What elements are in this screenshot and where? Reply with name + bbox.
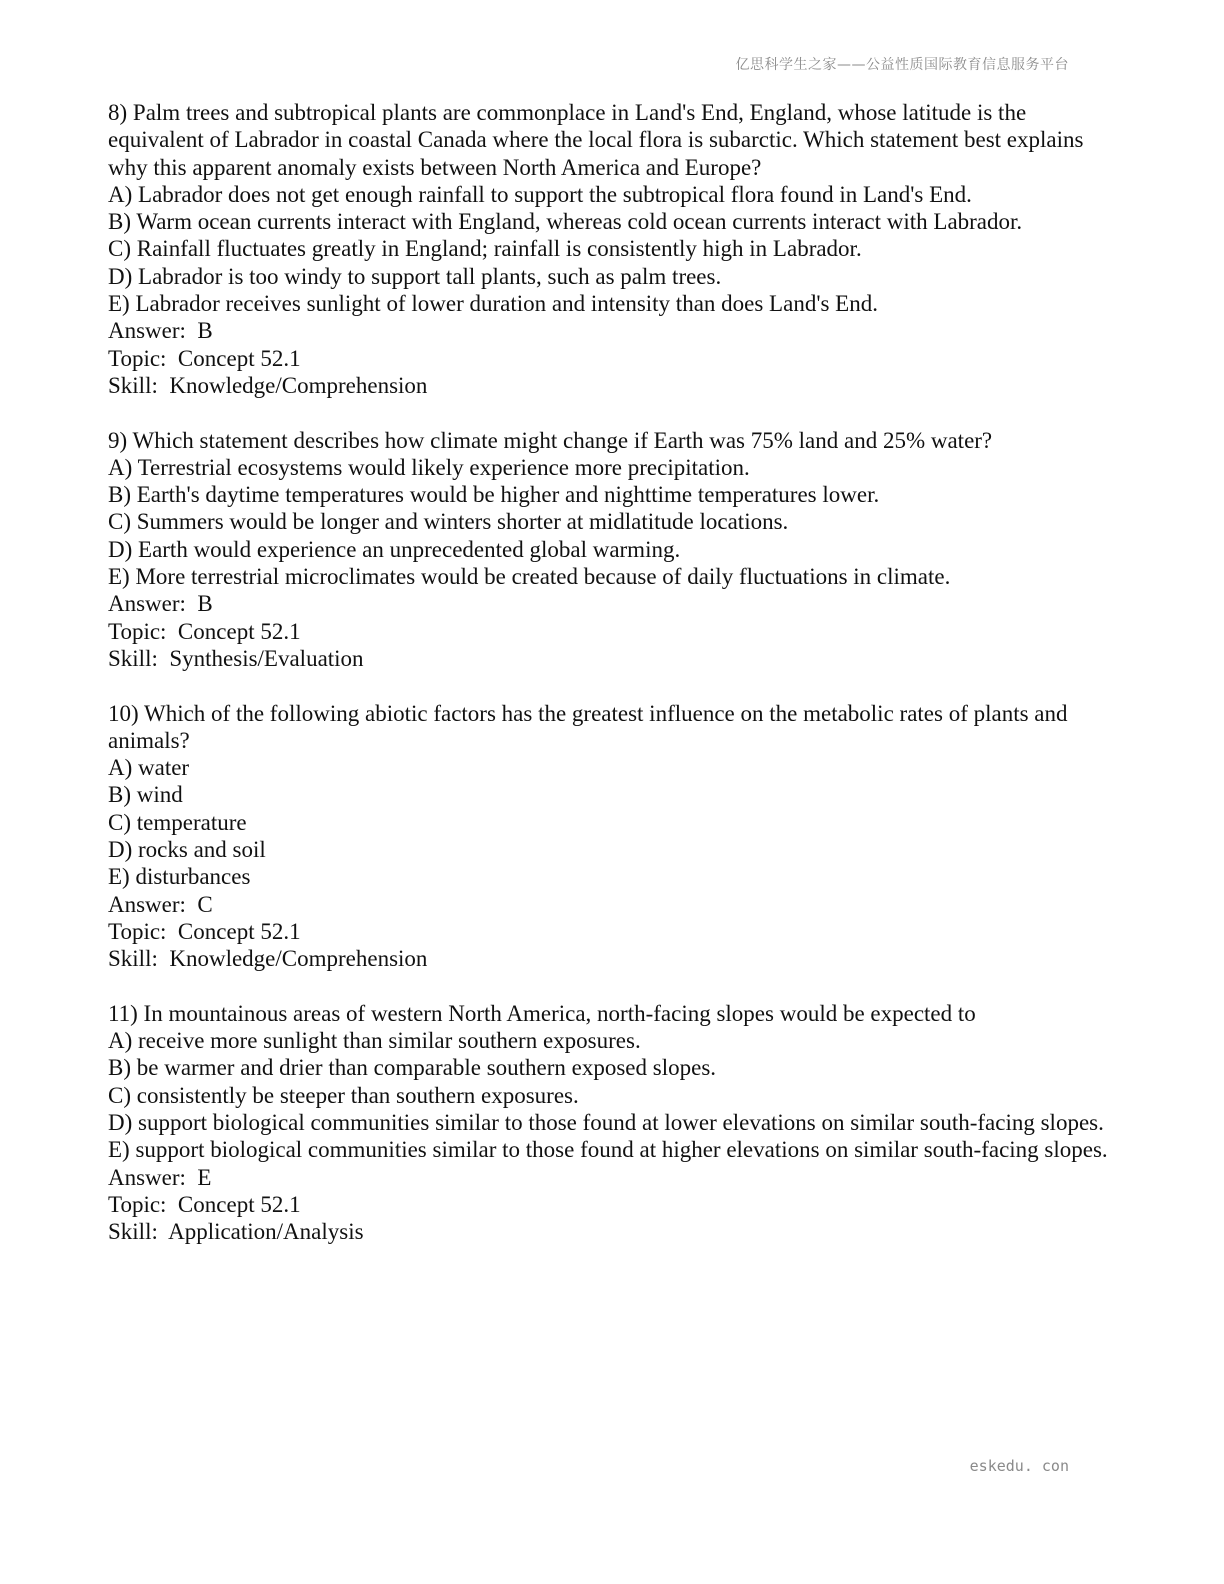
option-e: E) disturbances	[108, 864, 251, 890]
option-b: B) Earth's daytime temperatures would be higher and nighttime temperatures lower.	[108, 482, 880, 508]
option-c: C) Summers would be longer and winters shorter at midlatitude locations.	[108, 509, 789, 535]
skill-line: Skill: Knowledge/Comprehension	[108, 372, 428, 398]
question-10	[108, 700, 1118, 973]
option-d: D) Earth would experience an unprecedented global warming.	[108, 536, 681, 562]
question-prompt: 11) In mountainous areas of western North America, north-facing slopes would be expected to	[108, 1000, 976, 1026]
question-prompt: 9) Which statement describes how climate might change if Earth was 75% land and 25% water?	[108, 427, 993, 453]
option-e: E) support biological communities similar to those found at higher elevations on similar south-facing slopes.	[108, 1137, 1108, 1163]
skill-line: Skill: Application/Analysis	[108, 1219, 364, 1245]
skill-line: Skill: Synthesis/Evaluation	[108, 645, 364, 671]
topic-line: Topic: Concept 52.1	[108, 1191, 301, 1217]
question-prompt: 8) Palm trees and subtropical plants are commonplace in Land's End, England, whose latitude is the equivalent of Labrador in coastal Canada where the local flora is subarctic. Which statement best explains why this apparent anomaly exists between North America and Europe?	[108, 100, 1084, 180]
option-d: D) Labrador is too windy to support tall plants, such as palm trees.	[108, 263, 722, 289]
option-d: D) support biological communities similar to those found at lower elevations on similar south-facing slopes.	[108, 1109, 1104, 1135]
option-a: A) receive more sunlight than similar southern exposures.	[108, 1028, 641, 1054]
option-d: D) rocks and soil	[108, 837, 266, 863]
answer-line: Answer: E	[108, 1164, 212, 1190]
answer-line: Answer: B	[108, 318, 213, 344]
skill-line: Skill: Knowledge/Comprehension	[108, 946, 428, 972]
topic-line: Topic: Concept 52.1	[108, 345, 301, 371]
question-8	[108, 99, 1118, 399]
topic-line: Topic: Concept 52.1	[108, 618, 301, 644]
option-b: B) be warmer and drier than comparable southern exposed slopes.	[108, 1055, 717, 1081]
option-a: A) Labrador does not get enough rainfall to support the subtropical flora found in Land's End.	[108, 181, 972, 207]
option-c: C) Rainfall fluctuates greatly in England; rainfall is consistently high in Labrador.	[108, 236, 862, 262]
option-b: B) Warm ocean currents interact with England, whereas cold ocean currents interact with Labrador.	[108, 209, 1023, 235]
option-a: A) Terrestrial ecosystems would likely experience more precipitation.	[108, 454, 750, 480]
option-e: E) More terrestrial microclimates would be created because of daily fluctuations in climate.	[108, 564, 951, 590]
option-a: A) water	[108, 755, 190, 781]
option-e: E) Labrador receives sunlight of lower duration and intensity than does Land's End.	[108, 291, 878, 317]
option-c: C) temperature	[108, 809, 247, 835]
question-list	[108, 99, 1118, 1273]
answer-line: Answer: B	[108, 591, 213, 617]
option-c: C) consistently be steeper than southern exposures.	[108, 1082, 579, 1108]
option-b: B) wind	[108, 782, 183, 808]
answer-line: Answer: C	[108, 891, 213, 917]
question-prompt: 10) Which of the following abiotic factors has the greatest influence on the metabolic rates of plants and animals?	[108, 700, 1068, 753]
question-9	[108, 427, 1118, 673]
topic-line: Topic: Concept 52.1	[108, 918, 301, 944]
header-site-note: 亿思科学生之家——公益性质国际教育信息服务平台	[735, 57, 1069, 73]
question-11	[108, 1000, 1118, 1246]
footer-site: eskedu. con	[969, 1457, 1069, 1475]
